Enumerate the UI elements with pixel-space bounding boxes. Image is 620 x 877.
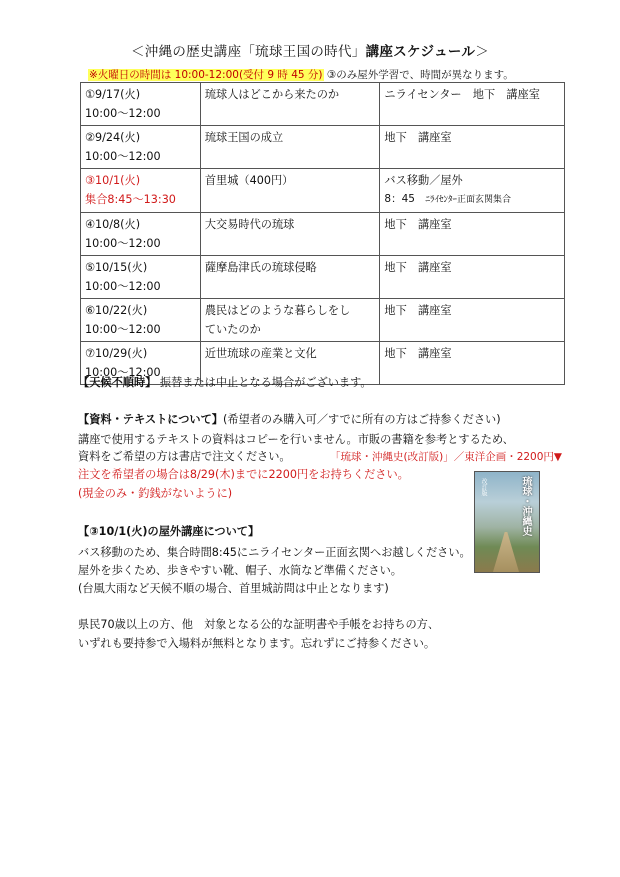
- session-topic: 農民はどのような暮らしをし ていたのか: [200, 299, 380, 342]
- session-topic: 近世琉球の産業と文化: [200, 342, 380, 385]
- table-row: [81, 126, 565, 169]
- session-date: ⑤10/15(火) 10:00～12:00: [81, 256, 201, 299]
- book-cover-image: 改訂版 琉球・沖縄史: [474, 471, 540, 573]
- session-place: ニライセンター 地下 講座室: [380, 83, 565, 126]
- session-place: 地下 講座室: [380, 126, 565, 169]
- session-date: ②9/24(火) 10:00～12:00: [81, 126, 201, 169]
- book-reference: 「琉球・沖縄史(改訂版)」／東洋企画・2200円▼: [330, 451, 562, 463]
- time-highlight: ※火曜日の時間は 10:00-12:00(受付 9 時 45 分): [89, 69, 323, 81]
- session-place: バス移動／屋外 8：45 ﾆﾗｲｾﾝﾀｰ正面玄関集合: [380, 169, 565, 213]
- session-topic: 琉球王国の成立: [200, 126, 380, 169]
- session-place: 地下 講座室: [380, 299, 565, 342]
- weather-notice: 【天候不順時】 振替または中止となる場合がございます。: [78, 376, 372, 389]
- session-topic: 大交易時代の琉球: [200, 213, 380, 256]
- table-row: [81, 83, 565, 126]
- session-place: 地下 講座室: [380, 256, 565, 299]
- cash-note: (現金のみ・釣銭がないように): [78, 487, 233, 500]
- table-row: [81, 299, 565, 342]
- seniors-line: いずれも要持参で入場料が無料となります。忘れずにご持参ください。: [78, 637, 436, 650]
- session-place: 地下 講座室: [380, 213, 565, 256]
- session-date: ③10/1(火) 集合8:45～13:30: [81, 169, 201, 213]
- table-row: [81, 256, 565, 299]
- outdoor-heading: 【③10/1(火)の屋外講座について】: [78, 525, 260, 538]
- session-date: ⑥10/22(火) 10:00～12:00: [81, 299, 201, 342]
- page-title: ＜沖縄の歴史講座「琉球王国の時代」講座スケジュール＞: [130, 44, 489, 60]
- order-deadline: 注文を希望者の場合は8/29(木)までに2200円をお持ちください。: [78, 468, 409, 481]
- session-place: 地下 講座室: [380, 342, 565, 385]
- table-row: [81, 213, 565, 256]
- session-topic: 琉球人はどこから来たのか: [200, 83, 380, 126]
- time-notice: ※火曜日の時間は 10:00-12:00(受付 9 時 45 分) ③のみ屋外学習で、時間が異なります。: [89, 69, 514, 81]
- outdoor-line: (台風大雨など天候不順の場合、首里城訪問は中止となります): [78, 582, 389, 595]
- schedule-table: [80, 82, 565, 385]
- table-row: [81, 169, 565, 213]
- materials-line: 資料をご希望の方は書店で注文ください。: [78, 450, 291, 463]
- session-topic: 首里城（400円）: [200, 169, 380, 213]
- outdoor-line: 屋外を歩くため、歩きやすい靴、帽子、水筒など準備ください。: [78, 564, 402, 577]
- seniors-line: 県民70歳以上の方、他 対象となる公的な証明書や手帳をお持ちの方、: [78, 618, 440, 631]
- outdoor-line: バス移動のため、集合時間8:45にニライセンター正面玄関へお越しください。: [78, 546, 471, 559]
- session-topic: 薩摩島津氏の琉球侵略: [200, 256, 380, 299]
- materials-heading: 【資料・テキストについて】(希望者のみ購入可／すでに所有の方はご持参ください): [78, 413, 501, 426]
- session-date: ④10/8(火) 10:00～12:00: [81, 213, 201, 256]
- materials-line: 講座で使用するテキストの資料はコピーを行いません。市販の書籍を参考とするため、: [78, 433, 514, 446]
- session-date: ①9/17(火) 10:00～12:00: [81, 83, 201, 126]
- session-date: ⑦10/29(火) 10:00～12:00: [81, 342, 201, 385]
